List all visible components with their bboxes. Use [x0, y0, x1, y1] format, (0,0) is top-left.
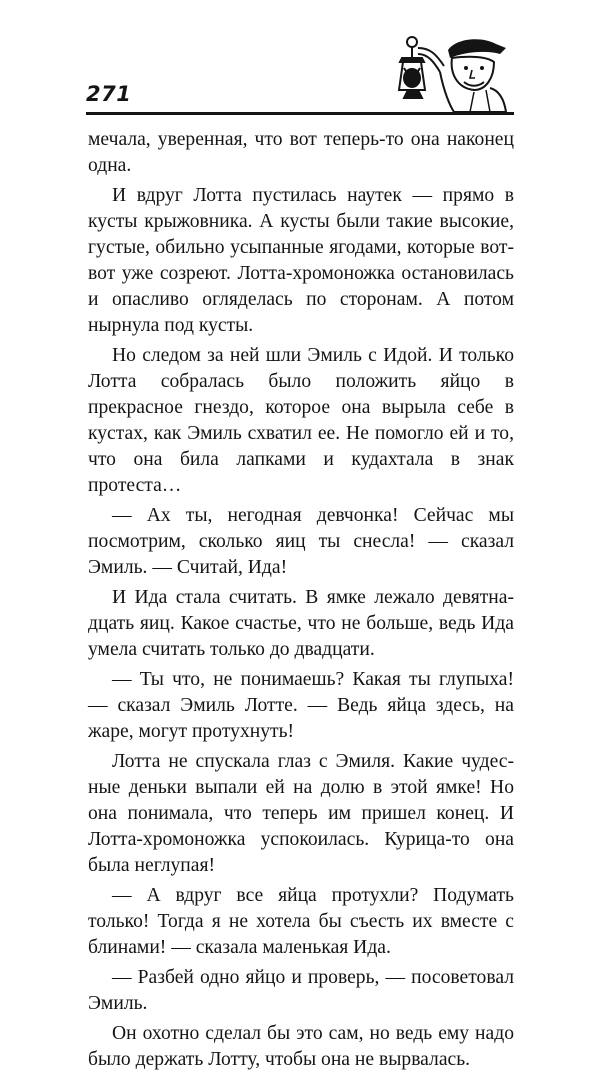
page-header	[86, 32, 514, 118]
paragraph: мечала, уверенная, что вот теперь-то она наконец одна.	[88, 129, 514, 176]
paragraph: — Разбей одно яйцо и проверь, — посоветовал Эмиль.	[88, 967, 514, 1014]
paragraph: — А вдруг все яйца протухли? Подумать только! Тогда я не хотела бы съесть их вместе с блинами! — сказала маленькая Ида.	[88, 885, 514, 958]
paragraph: — Ах ты, негодная девчонка! Сейчас мы посмотрим, сколько яиц ты снесла! — сказал Эмиль. — Считай, Ида!	[88, 505, 514, 578]
boy-with-lantern-illustration	[378, 32, 510, 114]
paragraph: Он охотно сделал бы это сам, но ведь ему надо было держать Лотту, чтобы она не вырвалась.	[88, 1023, 514, 1070]
paragraph: Лотта не спускала глаз с Эмиля. Какие чудесные деньки выпали ей на долю в этой ямке! Но она понимала, что теперь им пришел конец. И Лотта-хромоножка успокоилась. Курица-то она была неглупая!	[88, 751, 514, 876]
paragraph: Но следом за ней шли Эмиль с Идой. И только Лотта собралась было положить яйцо в прекрасное гнездо, которое она вырыла себе в кустах, как Эмиль схватил ее. Не помогло ей и то, что она била лапками и кудахтала в знак протеста…	[88, 345, 514, 496]
body-text	[88, 127, 514, 1077]
page-number: 271	[86, 82, 132, 106]
paragraph: И вдруг Лотта пустилась наутек — прямо в кусты крыжовника. А кусты были такие высокие, густые, обильно усыпанные ягодами, которые вот-вот уже созреют. Лотта-хромоножка остановилась и опасливо огляделась по сторонам. А потом нырнула под кусты.	[88, 185, 514, 336]
paragraph: — Ты что, не понимаешь? Какая ты глупыха! — сказал Эмиль Лотте. — Ведь яйца здесь, на жаре, могут протухнуть!	[88, 669, 514, 742]
paragraph: И Ида стала считать. В ямке лежало девятнадцать яиц. Какое счастье, что не больше, ведь Ида умела считать только до двадцати.	[88, 587, 514, 660]
header-rule	[86, 112, 514, 115]
